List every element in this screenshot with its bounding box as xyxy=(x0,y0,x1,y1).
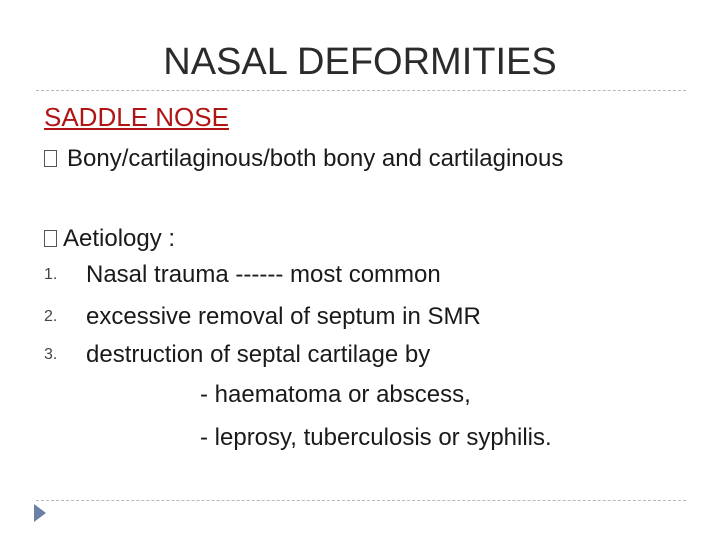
list-item-text: excessive removal of septum in SMR xyxy=(86,303,481,330)
section-heading: SADDLE NOSE xyxy=(44,102,229,132)
list-item-text: Nasal trauma ------ most common xyxy=(86,261,441,288)
title-divider xyxy=(36,90,686,91)
footer-divider xyxy=(36,500,686,501)
next-slide-arrow-icon[interactable] xyxy=(34,504,46,522)
aetiology-heading xyxy=(44,223,175,255)
aetiology-label: Aetiology : xyxy=(63,225,176,252)
list-number: 1. xyxy=(44,266,58,283)
list-number: 2. xyxy=(44,308,58,325)
list-number: 3. xyxy=(44,346,58,363)
list-item-text: destruction of septal cartilage by xyxy=(86,341,431,368)
bullet-box-icon xyxy=(44,230,57,247)
sub-item: - haematoma or abscess, xyxy=(200,381,471,408)
bullet-item xyxy=(44,143,563,175)
bullet-text: Bony/cartilaginous/both bony and cartilaginous xyxy=(67,145,564,172)
bullet-box-icon xyxy=(44,150,57,167)
sub-item: - leprosy, tuberculosis or syphilis. xyxy=(200,424,552,451)
slide-title: NASAL DEFORMITIES xyxy=(163,41,557,83)
